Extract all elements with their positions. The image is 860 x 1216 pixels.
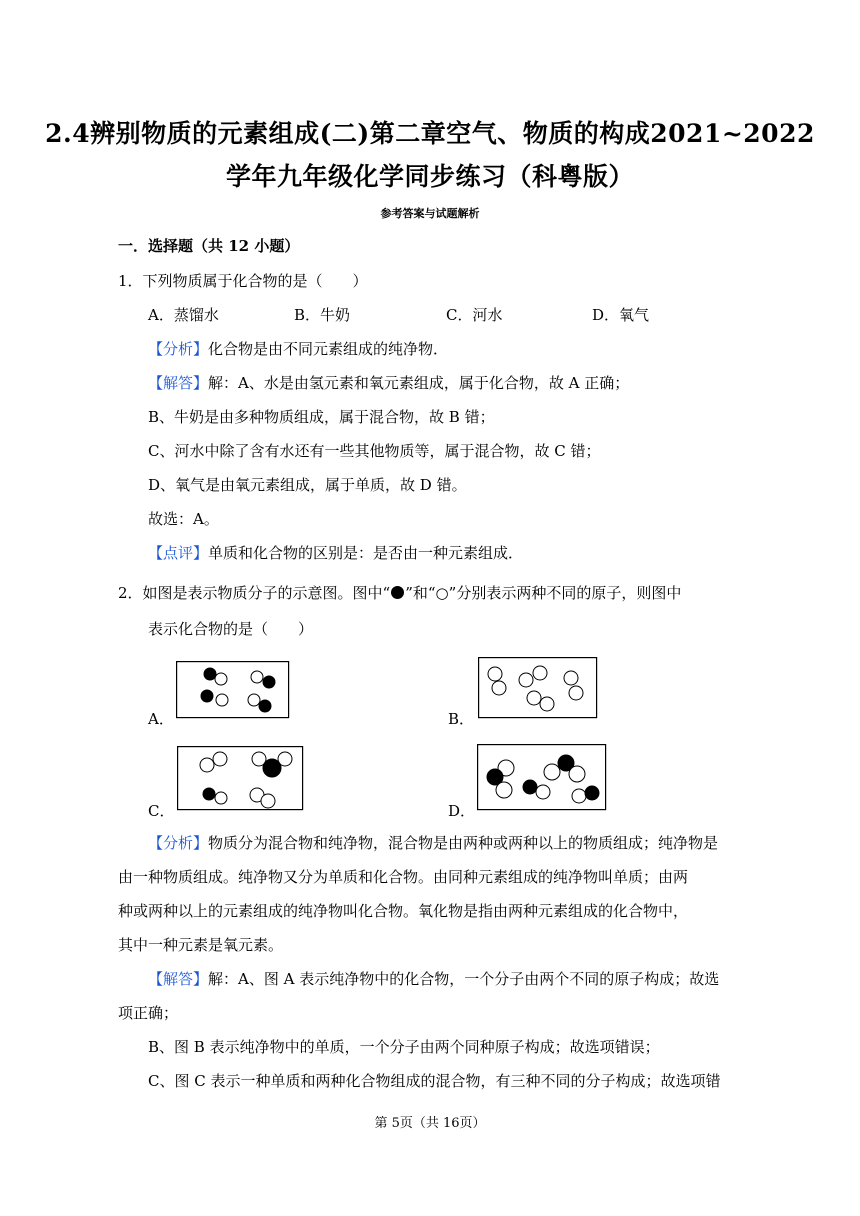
diagram-d (477, 744, 607, 811)
diagram-b (478, 657, 598, 719)
q2-stem-part2: ”和“○”分别表示两种不同的原子，则图中 (405, 584, 682, 602)
section-heading: 一．选择题（共 12 小题） (118, 237, 300, 255)
q1-answer (148, 372, 629, 393)
q2-answer-line: C、图 C 表示一种单质和两种化合物组成的混合物，有三种不同的分子构成；故选项错 (148, 1072, 721, 1090)
analysis-text: 物质分为混合物和纯净物，混合物是由两种或两种以上的物质组成；纯净物是 (208, 834, 719, 852)
answer-tag: 【解答】 (148, 374, 209, 392)
q1-stem: 1．下列物质属于化合物的是（ ） (118, 272, 368, 290)
q1-option-c: C．河水 (446, 306, 503, 324)
page-title-line2: 学年九年级化学同步练习（科粤版） (225, 162, 634, 191)
q2-analysis-line: 其中一种元素是氧元素。 (118, 936, 284, 954)
q1-option-b: B．牛奶 (294, 306, 351, 324)
q1-answer-line: C、河水中除了含有水还有一些其他物质等，属于混合物，故 C 错； (148, 442, 601, 460)
q2-stem-line1 (118, 582, 681, 603)
q1-option-d: D．氧气 (592, 306, 650, 324)
q2-stem-part1: 2．如图是表示物质分子的示意图。图中“ (118, 584, 391, 602)
q2-stem-line2: 表示化合物的是（ ） (148, 620, 314, 638)
q2-option-d-label: D． (448, 802, 476, 820)
q2-option-a-label: A． (148, 710, 174, 728)
q1-answer-line: B、牛奶是由多种物质组成，属于混合物，故 B 错； (148, 408, 495, 426)
answer-text: 解：A、图 A 表示纯净物中的化合物，一个分子由两个不同的原子构成；故选 (208, 970, 720, 988)
q1-comment (148, 542, 523, 563)
page-footer: 第 5页（共 16页） (374, 1116, 486, 1131)
analysis-text: 化合物是由不同元素组成的纯净物． (208, 340, 449, 358)
q2-analysis-line: 由一种物质组成。纯净物又分为单质和化合物。由同种元素组成的纯净物叫单质；由两 (118, 868, 689, 886)
answer-tag: 【解答】 (148, 970, 209, 988)
answer-text: 解：A、水是由氢元素和氧元素组成，属于化合物，故 A 正确； (208, 374, 630, 392)
black-atom-icon (391, 586, 404, 599)
q1-option-a: A．蒸馏水 (148, 306, 219, 324)
q2-analysis-line: 种或两种以上的元素组成的纯净物叫化合物。氧化物是指由两种元素组成的化合物中， (118, 902, 689, 920)
q2-option-c-label: C． (148, 802, 175, 820)
analysis-tag: 【分析】 (148, 834, 209, 852)
q2-analysis (148, 832, 718, 853)
page-subtitle: 参考答案与试题解析 (380, 207, 480, 220)
q1-analysis (148, 338, 448, 359)
q2-option-b-label: B． (448, 710, 475, 728)
q2-answer-line: B、图 B 表示纯净物中的单质，一个分子由两个同种原子构成；故选项错误； (148, 1038, 660, 1056)
diagram-c (177, 746, 304, 811)
analysis-tag: 【分析】 (148, 340, 209, 358)
page-title-line1: 2.4辨别物质的元素组成(二)第二章空气、物质的构成2021~2022 (45, 119, 815, 148)
q1-answer-line: 故选：A。 (148, 510, 219, 528)
q1-answer-line: D、氧气是由氧元素组成，属于单质，故 D 错。 (148, 476, 467, 494)
comment-text: 单质和化合物的区别是：是否由一种元素组成． (208, 544, 524, 562)
q2-answer (148, 968, 719, 989)
diagram-a (176, 661, 290, 719)
q2-answer-line: 项正确； (118, 1004, 179, 1022)
comment-tag: 【点评】 (148, 544, 209, 562)
